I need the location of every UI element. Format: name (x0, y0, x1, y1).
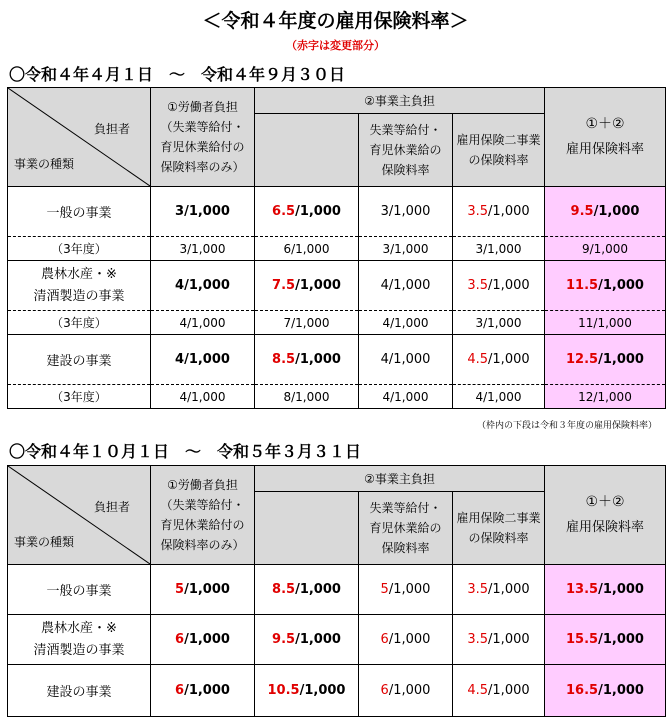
header-burden: 負担者 (93, 122, 130, 136)
table-row: 農林水産・※ 清酒製造の事業 4/1,000 7.5/1,000 4/1,000 3.5/1,000 11.5/1,000 (8, 261, 666, 311)
section2-heading: 〇令和４年１０月１日 ～ 令和５年３月３１日 (9, 442, 362, 461)
header-business-type: 事業の種類 (14, 157, 75, 171)
header-worker: ①労働者負担 （失業等給付・ 育児休業給付の 保険料率のみ） (151, 466, 255, 565)
row-label: 一般の事業 (8, 187, 151, 237)
table-row: 一般の事業 3/1,000 6.5/1,000 3/1,000 3.5/1,000 9.5/1,000 (8, 187, 666, 237)
table-row: （3年度） 4/1,000 7/1,000 4/1,000 3/1,000 11/1,000 (8, 311, 666, 335)
table-row: 農林水産・※ 清酒製造の事業 6/1,000 9.5/1,000 6/1,000 3.5/1,000 15.5/1,000 (8, 615, 666, 665)
rate-table-1 (7, 87, 666, 409)
header-total: ①＋② 雇用保険料率 (545, 466, 666, 565)
header-unemployment: 失業等給付・ 育児休業給の 保険料率 (359, 114, 453, 187)
header-employer: ②事業主負担 (255, 88, 545, 114)
header-worker: ①労働者負担 （失業等給付・ 育児休業給付の 保険料率のみ） (151, 88, 255, 187)
table-row: 建設の事業 6/1,000 10.5/1,000 6/1,000 4.5/1,000 16.5/1,000 (8, 665, 666, 717)
header-employer: ②事業主負担 (255, 466, 545, 492)
table-row: 建設の事業 4/1,000 8.5/1,000 4/1,000 4.5/1,000 12.5/1,000 (8, 335, 666, 385)
page-title: ＜令和４年度の雇用保険料率＞ (202, 10, 469, 32)
header-two-projects: 雇用保険二事業 の保険料率 (453, 114, 545, 187)
header-diagonal-cell: 負担者 事業の種類 (8, 466, 151, 565)
section1-heading: 〇令和４年４月１日 ～ 令和４年９月３０日 (9, 65, 346, 84)
rate-table-2: 負担者 事業の種類 ①労働者負担 （失業等給付・ 育児休業給付の 保険料率のみ） ②事業主負担 ①＋② 雇用保険料率 失業等給付・ 育児休業給の 保険料率 雇用保険二事業 の保険料率 一般の事業 5/1,000 8.5/1,000 5/1,000 3.5/1,000 13.5/1,000 農林水産・※ 清酒製造の事業 6/1,000 9.5/1,000 6/1,000 3.5/1,000 15.5/1,000 建設の事業 6/1,000 10.5/1,000 6/1,000 4.5/1,000 16.5/1,000 (7, 465, 666, 717)
table-row: 一般の事業 5/1,000 8.5/1,000 5/1,000 3.5/1,000 13.5/1,000 (8, 565, 666, 615)
page-subtitle: （赤字は変更部分） (286, 39, 385, 52)
table-footnote: （枠内の下段は令和３年度の雇用保険料率） (476, 421, 657, 431)
table-row: （3年度） 3/1,000 6/1,000 3/1,000 3/1,000 9/1,000 (8, 237, 666, 261)
table-row: （3年度） 4/1,000 8/1,000 4/1,000 4/1,000 12/1,000 (8, 385, 666, 409)
header-total: ①＋② 雇用保険料率 (545, 88, 666, 187)
header-diagonal-cell (8, 88, 151, 187)
